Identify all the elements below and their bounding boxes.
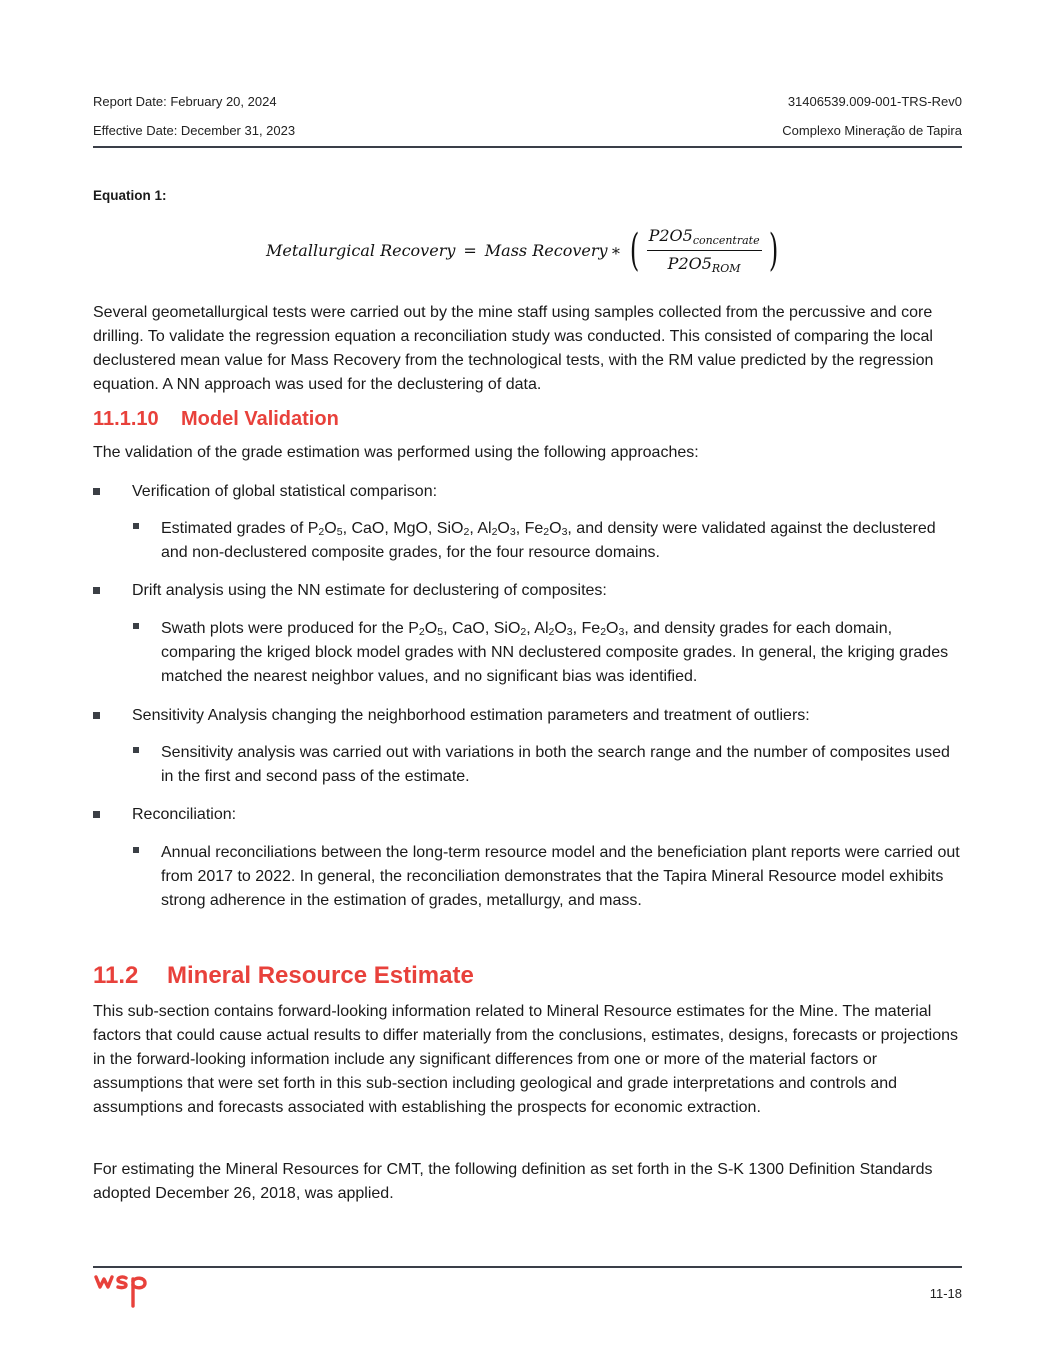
bullet-marker bbox=[93, 712, 100, 719]
left-paren: ( bbox=[630, 224, 640, 276]
report-date: Report Date: February 20, 2024 bbox=[93, 94, 277, 109]
svg-text:wsp: wsp bbox=[93, 1272, 95, 1273]
bullet-marker bbox=[93, 811, 100, 818]
equation-equals: = bbox=[463, 241, 477, 260]
header-divider bbox=[93, 146, 962, 148]
sub-bullet-marker bbox=[133, 623, 139, 629]
equation-label: Equation 1: bbox=[93, 188, 167, 203]
validation-lead: The validation of the grade estimation was performed using the following approaches: bbox=[93, 444, 699, 461]
fraction-numerator: $P2O5_{concentrate}$ bbox=[647, 226, 762, 251]
bullet-marker bbox=[93, 587, 100, 594]
footer-divider bbox=[93, 1266, 962, 1268]
section-heading-mineral-resource-estimate: 11.2 Mineral Resource Estimate bbox=[93, 962, 474, 989]
fraction-denominator: $P2O5_{ROM}$ bbox=[667, 254, 741, 275]
intro-paragraph: Several geometallurgical tests were carried out by the mine staff using samples collected from the percussive and core drilling. To validate the regression equation a reconciliation study was conducted. This consisted of comparing the local declustered mean value for Mass Recovery from the technological tests, with the RM value predicted by the regression equation. A NN approach was used for the declustering of data. bbox=[93, 304, 934, 393]
sub-bullet-marker bbox=[133, 523, 139, 529]
resource-paragraph-2: For estimating the Mineral Resources for CMT, the following definition as set forth in the S-K 1300 Definition Standards adopted December 26, 2018, was applied. bbox=[93, 1161, 933, 1202]
right-paren: ) bbox=[768, 224, 778, 276]
equation-1 bbox=[266, 226, 784, 275]
resource-paragraph-1: This sub-section contains forward-looking information related to Mineral Resource estimates for the Mine. The material factors that could cause actual results to differ materially from the conclusions, estimates, designs, forecasts or projections in the forward-looking information include any significant differences from one or more of the material factors or assumptions that were set forth in this sub-section including geological and grade interpretations and controls and assumptions and forecasts associated with establishing the prospects for economic extraction. bbox=[93, 1003, 958, 1116]
document-id: 31406539.009-001-TRS-Rev0 bbox=[787, 94, 962, 109]
equation-lhs: Metallurgical Recovery bbox=[266, 241, 456, 260]
page-number: 11-18 bbox=[929, 1286, 962, 1301]
equation-fraction bbox=[647, 226, 762, 275]
project-name: Complexo Mineração de Tapira bbox=[782, 123, 962, 138]
equation-rhs: Mass Recovery bbox=[484, 241, 608, 260]
wsp-logo bbox=[93, 1272, 157, 1308]
sub-bullet-marker bbox=[133, 747, 139, 753]
equation-operator: ∗ bbox=[610, 241, 622, 260]
effective-date: Effective Date: December 31, 2023 bbox=[93, 123, 296, 138]
sub-bullet-marker bbox=[133, 847, 139, 853]
bullet-marker bbox=[93, 488, 100, 495]
section-heading-model-validation: 11.1.10 Model Validation bbox=[93, 408, 339, 430]
